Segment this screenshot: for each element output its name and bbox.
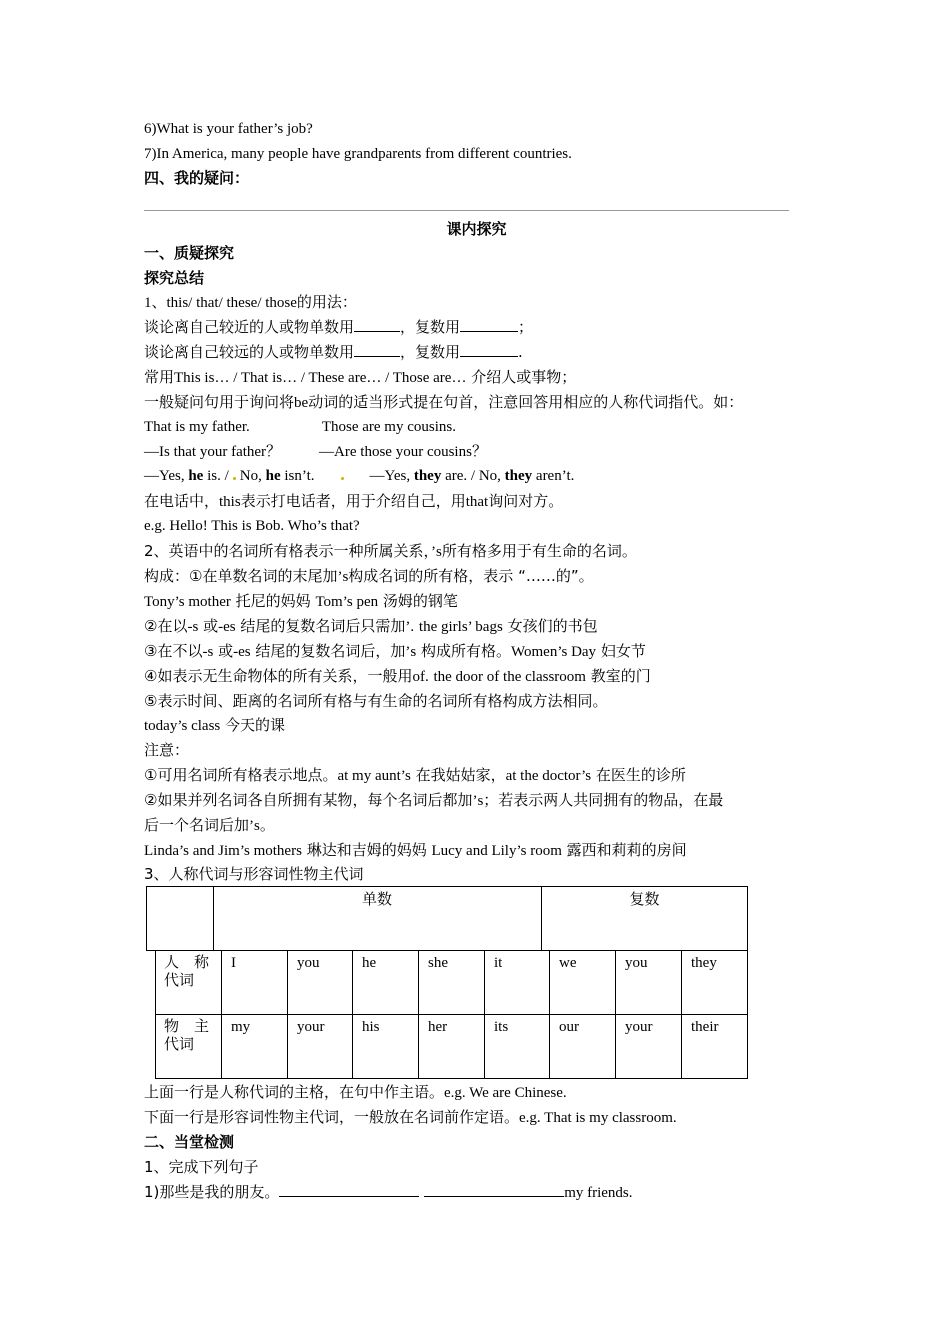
rule-5: ⑤表示时间、距离的名词所有格与有生命的名词所有格构成方法相同。	[144, 692, 608, 710]
note-2: ②如果并列名词各自所拥有某物，每个名词后都加’s；若表示两人共同拥有的物品，在最	[144, 791, 724, 809]
divider	[144, 210, 789, 211]
note-1: ①可用名词所有格表示地点。at my aunt’s 在我姑姑家，at the doctor’s 在医生的诊所	[144, 766, 686, 784]
exercise-1-title: 1、完成下列句子	[144, 1158, 259, 1176]
note-2-continued: 后一个名词后加’s。	[144, 816, 275, 834]
example-2: —Is that your father？ —Are those your cousins？	[144, 444, 487, 460]
pronoun-cell: it	[494, 955, 503, 971]
possessive-cell: her	[428, 1019, 448, 1035]
upper-row-note: 上面一行是人称代词的主格，在句中作主语。e.g. We are Chinese.	[144, 1083, 567, 1101]
possessive-example-1: Tony’s mother 托尼的妈妈 Tom’s pen 汤姆的钢笔	[144, 592, 458, 610]
pronoun-cell: they	[691, 955, 717, 971]
answer-blank[interactable]	[424, 1182, 564, 1197]
possessive-cell: my	[231, 1019, 251, 1035]
class-title: 课内探究	[446, 220, 507, 238]
point-1-title: 1、this/ that/ these/ those的用法：	[144, 293, 357, 311]
pronoun-cell: you	[625, 955, 648, 971]
row-possessive-label: 物 主代词	[164, 1017, 210, 1053]
far-usage: 谈论离自己较远的人或物单数用 ，复数用 .	[144, 343, 523, 361]
section-1-heading: 一、质疑探究	[144, 244, 235, 262]
near-usage: 谈论离自己较近的人或物单数用 ，复数用 ；	[144, 318, 534, 336]
section-4-heading: 四、我的疑问：	[144, 169, 250, 187]
pronoun-cell: we	[559, 955, 577, 971]
header-singular: 单数	[361, 890, 392, 908]
possessive-formation: 构成：①在单数名词的末尾加’s构成名词的所有格，表示 “……的”。	[144, 567, 594, 585]
lower-row-note: 下面一行是形容词性物主代词，一般放在名词前作定语。e.g. That is my classroom.	[144, 1108, 677, 1126]
rule-2: ②在以-s 或-es 结尾的复数名词后只需加’. the girls’ bags 女孩们的书包	[144, 617, 598, 635]
phone-usage: 在电话中，this表示打电话者，用于介绍自己，用that询问对方。	[144, 492, 564, 510]
joint-possession-example: Linda’s and Jim’s mothers 琳达和吉姆的妈妈 Lucy and Lily’s room 露西和莉莉的房间	[144, 841, 687, 859]
rule-3: ③在不以-s 或-es 结尾的复数名词后，加’s 构成所有格。Women’s Day 妇女节	[144, 642, 646, 660]
possessive-cell: your	[297, 1019, 325, 1035]
row-personal-pronoun-label: 人 称代词	[164, 953, 210, 989]
pronoun-cell: you	[297, 955, 320, 971]
pronoun-cell: I	[231, 955, 236, 971]
possessive-cell: its	[494, 1019, 509, 1035]
exercise-1-item-1: 1)那些是我的朋友。 my friends.	[144, 1183, 633, 1201]
question-6: 6)What is your father’s job?	[144, 121, 313, 137]
pronoun-cell: he	[362, 955, 377, 971]
rule-4: ④如表示无生命物体的所有关系，一般用of. the door of the classroom 教室的门	[144, 667, 651, 685]
common-usage: 常用This is… / That is… / These are… / Those are… 介绍人或事物；	[144, 368, 577, 386]
point-3-title: 3、人称代词与形容词性物主代词	[144, 865, 364, 883]
header-plural: 复数	[629, 890, 660, 908]
summary-heading: 探究总结	[144, 269, 205, 287]
time-example: today’s class 今天的课	[144, 716, 286, 734]
note-heading: 注意：	[144, 741, 190, 759]
pronoun-cell: she	[428, 955, 448, 971]
point-2-title: 2、英语中的名词所有格表示一种所属关系，’s所有格多用于有生命的名词。	[144, 542, 637, 560]
section-2-heading: 二、当堂检测	[144, 1133, 235, 1151]
phone-example: e.g. Hello! This is Bob. Who’s that?	[144, 518, 360, 534]
example-3: —Yes, he is. / No, he isn’t. —Yes, they are. / No, they aren’t.	[144, 468, 575, 484]
possessive-cell: our	[559, 1019, 579, 1035]
answer-blank[interactable]	[279, 1182, 419, 1197]
example-1: That is my father. Those are my cousins.	[144, 419, 456, 435]
general-question-rule: 一般疑问句用于询问将be动词的适当形式提在句首，注意回答用相应的人称代词指代。如：	[144, 393, 744, 411]
question-7: 7)In America, many people have grandparents from different countries.	[144, 146, 572, 162]
possessive-cell: your	[625, 1019, 653, 1035]
possessive-cell: his	[362, 1019, 380, 1035]
possessive-cell: their	[691, 1019, 719, 1035]
